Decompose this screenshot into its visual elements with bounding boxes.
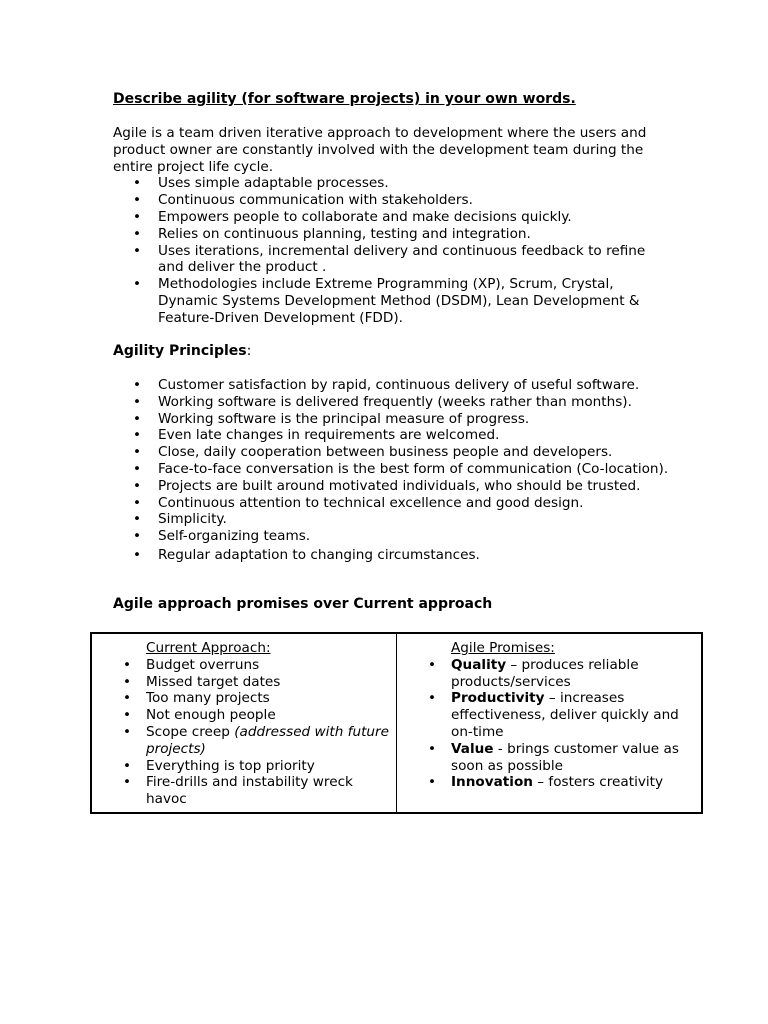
bullet-icon: • [123,757,132,774]
bullet-icon: • [133,528,142,545]
bullet-icon: • [123,673,132,690]
promise-term: Quality [451,656,507,673]
list-item-text: Not enough people [146,707,276,724]
list-item-text: Working software is the principal measure of progress. [158,410,530,427]
current-approach-list [98,657,390,808]
list-item-text: Empowers people to collaborate and make decisions quickly. [158,208,572,225]
list-item [403,741,695,775]
list-item [113,528,673,545]
agile-promises-list [403,657,695,791]
bullet-icon: • [133,242,142,259]
list-item [113,461,673,478]
agile-promises-title-colon: : [550,640,555,656]
promise-desc: - brings customer value as soon as possible [451,740,679,774]
list-item-text: Everything is top priority [146,757,315,774]
bullet-icon: • [133,192,142,209]
list-item [98,724,390,758]
agile-promises-cell [397,633,703,813]
list-item-text: Projects are built around motivated individuals, who should be trusted. [158,477,641,494]
list-item [403,657,695,691]
promise-desc: – increases effectiveness, deliver quickly and on-time [451,690,679,740]
bullet-icon: • [133,225,142,242]
list-item [113,276,673,326]
agile-promises-title [403,640,695,657]
principles-section [113,377,673,564]
list-item-text: Methodologies include Extreme Programming (XP), Scrum, Crystal, Dynamic Systems Development Method (DSDM), Lean Development & Feature-Driven Development (FDD). [158,276,640,326]
bullet-icon: • [133,511,142,528]
list-item [113,226,673,243]
list-item [113,175,673,192]
principles-heading-text: Agility Principles [113,343,247,359]
bullet-icon: • [133,460,142,477]
list-item [113,411,673,428]
list-item [113,478,673,495]
current-approach-title: Current Approach: [146,640,271,656]
list-item [98,774,390,808]
list-item [113,394,673,411]
bullet-icon: • [133,410,142,427]
list-item [98,707,390,724]
list-item-text: Continuous attention to technical excellence and good design. [158,494,584,511]
current-approach-cell [91,633,397,813]
list-item-text: Missed target dates [146,673,281,690]
list-item-text: Self-organizing teams. [158,528,311,545]
list-item [113,377,673,394]
intro-bullet-list [113,175,673,326]
bullet-icon: • [123,707,132,724]
list-item-text: Too many projects [146,690,270,707]
list-item-text: Even late changes in requirements are welcomed. [158,427,500,444]
bullet-icon: • [428,774,437,791]
bullet-icon: • [133,393,142,410]
list-item-text: Uses iterations, incremental delivery and continuous feedback to refine and deliver the product . [158,242,646,276]
bullet-icon: • [133,494,142,511]
list-item [403,690,695,740]
comparison-heading: Agile approach promises over Current approach [113,596,493,612]
list-item-text: Fire-drills and instability wreck havoc [146,774,353,808]
list-item [113,243,673,277]
bullet-icon: • [133,377,142,393]
bullet-icon: • [133,208,142,225]
list-item [113,192,673,209]
list-item [113,209,673,226]
bullet-icon: • [123,774,132,791]
bullet-icon: • [123,723,132,740]
list-item [98,674,390,691]
list-item [113,547,673,564]
principles-list [113,377,673,564]
promise-desc: – produces reliable products/services [451,656,639,690]
promise-term: Innovation [451,774,533,791]
list-item [98,758,390,775]
bullet-icon: • [428,690,437,707]
list-item-text: Working software is delivered frequently (weeks rather than months). [158,393,632,410]
promise-desc: – fosters creativity [532,774,664,791]
bullet-icon: • [123,690,132,707]
list-item-text: Scope creep [146,723,235,740]
list-item [98,690,390,707]
list-item-text: Budget overruns [146,656,260,673]
bullet-icon: • [133,477,142,494]
principles-heading [113,343,251,359]
bullet-icon: • [133,427,142,444]
list-item-text: Continuous communication with stakeholders. [158,192,473,209]
list-item [403,774,695,791]
list-item [113,427,673,444]
table-row [91,633,702,813]
bullet-icon: • [133,276,142,293]
list-item-text: Relies on continuous planning, testing and integration. [158,225,531,242]
list-item-text: Face-to-face conversation is the best form of communication (Co-location). [158,460,669,477]
list-item-text: Uses simple adaptable processes. [158,175,389,192]
intro-paragraph: Agile is a team driven iterative approach to development where the users and product owner are constantly involved with the development team during the entire project life cycle. [113,125,647,175]
bullet-icon: • [428,740,437,757]
list-item [98,657,390,674]
bullet-icon: • [133,444,142,461]
page-heading: Describe agility (for software projects) in your own words. [113,91,576,107]
list-item [113,444,673,461]
bullet-icon: • [133,546,142,563]
promise-term: Value [451,740,494,757]
promise-term: Productivity [451,690,545,707]
scope-creep-note: (addressed with future projects) [146,723,389,757]
bullet-icon: • [428,656,437,673]
list-item-text: Customer satisfaction by rapid, continuous delivery of useful software. [158,377,640,393]
principles-heading-colon: : [246,343,252,359]
list-item-text: Regular adaptation to changing circumstances. [158,546,480,563]
intro-section [113,125,673,327]
bullet-icon: • [123,656,132,673]
list-item [113,495,673,512]
bullet-icon: • [133,175,142,192]
list-item-text: Simplicity. [158,511,227,528]
comparison-table [90,632,703,814]
list-item-text: Close, daily cooperation between business people and developers. [158,444,613,461]
list-item [113,511,673,528]
agile-promises-title-text: Agile Promises [451,640,551,656]
